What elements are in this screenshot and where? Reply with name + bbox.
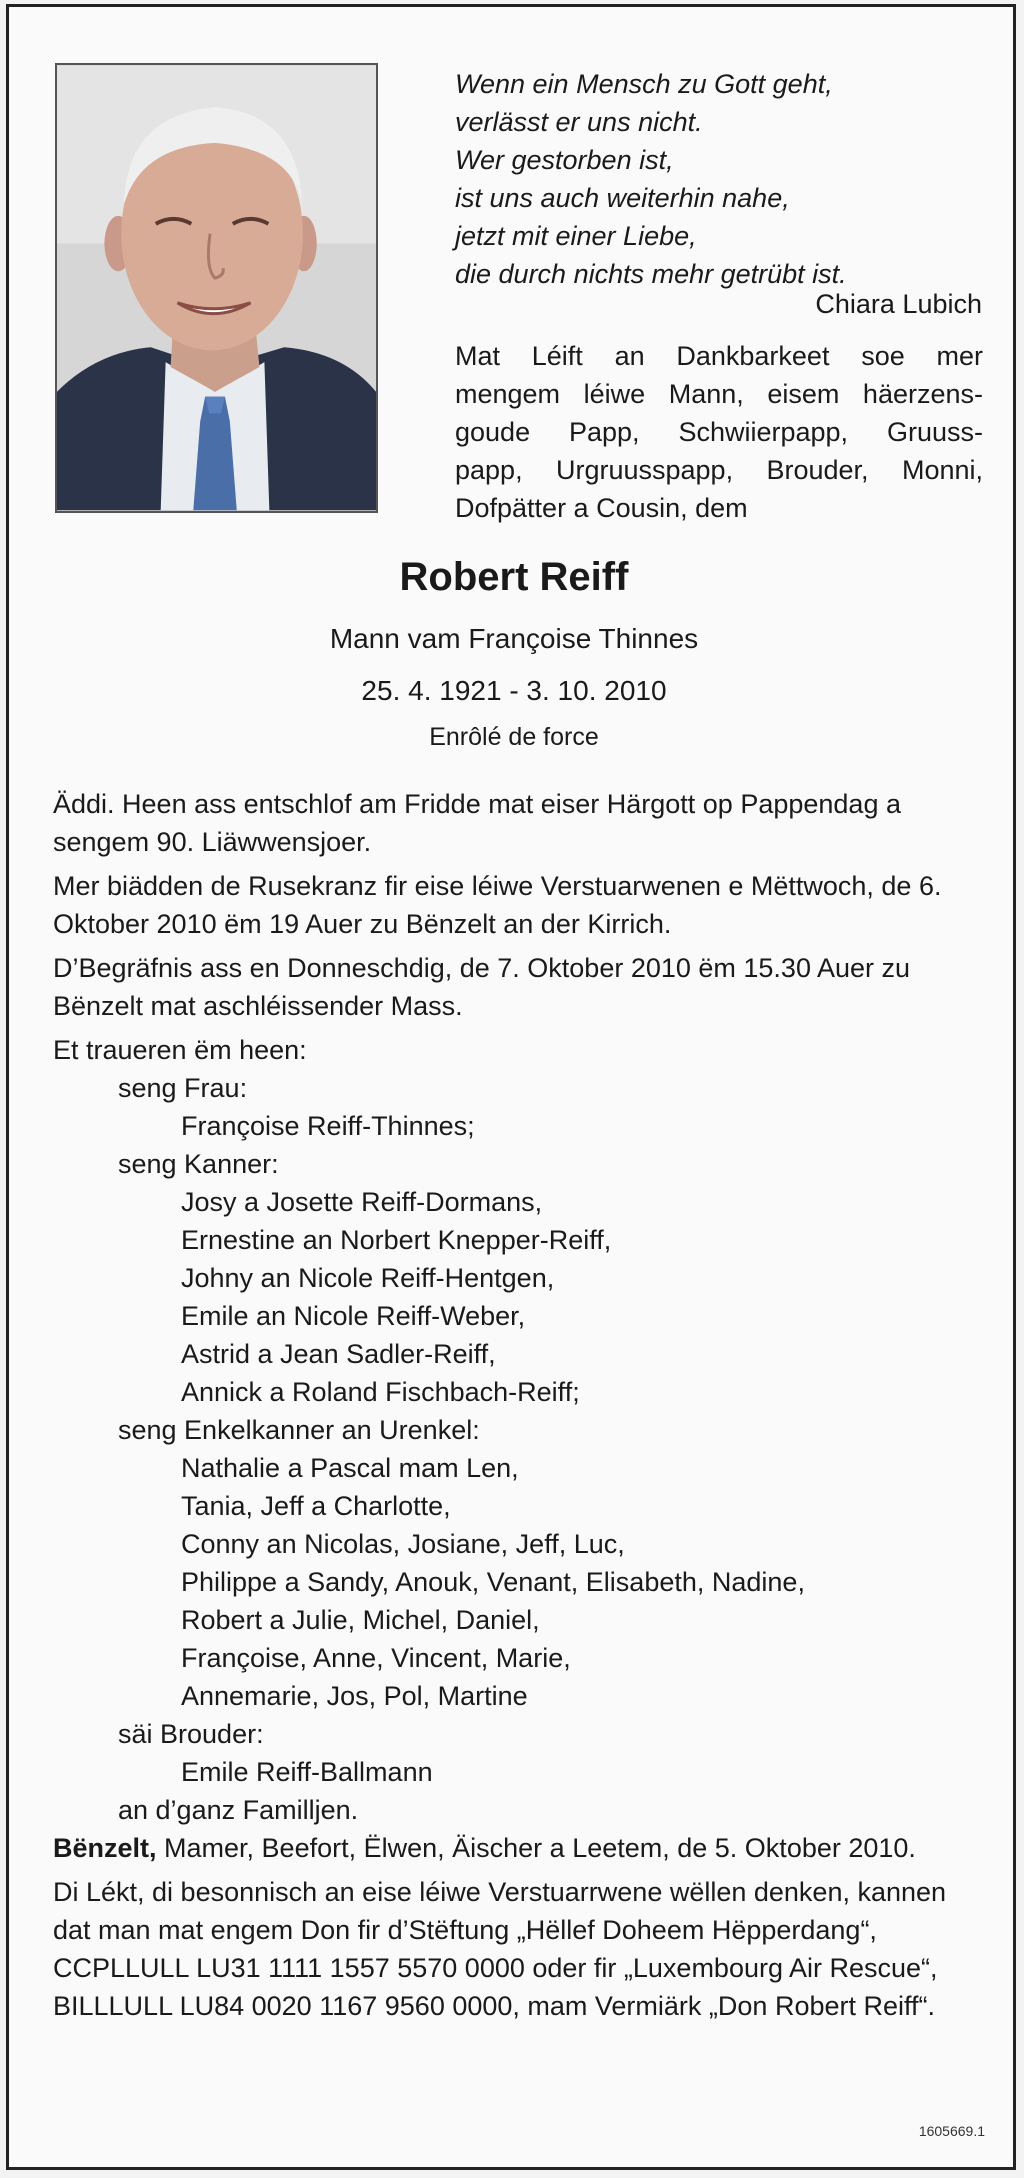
mourner-name: Nathalie a Pascal mam Len, (181, 1453, 519, 1483)
intro-line: Dofpätter a Cousin, dem (455, 493, 748, 523)
mourner-name: Josy a Josette Reiff-Dormans, (181, 1187, 543, 1217)
mourner-name: Annemarie, Jos, Pol, Martine (181, 1681, 528, 1711)
poem-line: die durch nichts mehr getrübt ist. (455, 259, 847, 289)
mourners-closing: an d’ganz Familljen. (118, 1795, 359, 1825)
mourner-name: Robert a Julie, Michel, Daniel, (181, 1605, 540, 1635)
mourner-name: Astrid a Jean Sadler-Reiff, (181, 1339, 496, 1369)
deceased-name: Robert Reiff (399, 555, 629, 599)
poem-line: jetzt mit einer Liebe, (455, 221, 697, 251)
mourner-role: säi Brouder: (118, 1719, 264, 1749)
mourner-name: Françoise, Anne, Vincent, Marie, (181, 1643, 571, 1673)
intro-line: Mat Léift an Dankbarkeet soe mer (455, 341, 983, 371)
poem-line: Wer gestorben ist, (455, 145, 674, 175)
mourner-name: Françoise Reiff-Thinnes; (181, 1111, 475, 1141)
spouse-line: Mann vam Françoise Thinnes (329, 623, 699, 654)
obituary-notice (6, 4, 1016, 2170)
status-note: Enrôlé de force (429, 723, 599, 751)
intro-line: goude Papp, Schwiierpapp, Gruuss- (455, 417, 983, 447)
poem-line: verlässt er uns nicht. (455, 107, 703, 137)
mourner-role: seng Enkelkanner an Urenkel: (118, 1415, 480, 1445)
mourner-name: Conny an Nicolas, Josiane, Jeff, Luc, (181, 1529, 625, 1559)
place-date-line (53, 1829, 983, 1867)
mourner-name: Emile Reiff-Ballmann (181, 1757, 433, 1787)
mourner-name: Philippe a Sandy, Anouk, Venant, Elisabeth, Nadine, (181, 1567, 805, 1597)
paragraph: D’Begräfnis ass en Donneschdig, de 7. Oktober 2010 ëm 15.30 Auer zu Bënzelt mat aschléissender Mass. (53, 953, 911, 1021)
poem-line: Wenn ein Mensch zu Gott geht, (455, 69, 833, 99)
paragraph: Mer biädden de Rusekranz fir eise léiwe Verstuarwenen e Mëttwoch, de 6. Oktober 2010 ëm 19 Auer zu Bënzelt an der Kirrich. (53, 871, 942, 939)
paragraph: Äddi. Heen ass entschlof am Fridde mat eiser Härgott op Pappendag a sengem 90. Liäwwensjoer. (53, 789, 901, 857)
mourner-name: Emile an Nicole Reiff-Weber, (181, 1301, 526, 1331)
place-rest: Mamer, Beefort, Ëlwen, Äischer a Leetem, de 5. Oktober 2010. (156, 1833, 916, 1863)
mourners-intro: Et traueren ëm heen: (53, 1035, 307, 1065)
intro-line: papp, Urgruusspapp, Brouder, Monni, (455, 455, 983, 485)
mourner-name: Tania, Jeff a Charlotte, (181, 1491, 451, 1521)
mourner-role: seng Kanner: (118, 1149, 279, 1179)
intro-text (455, 337, 983, 527)
donation-text: Di Lékt, di besonnisch an eise léiwe Verstuarrwene wëllen denken, kannen dat man mat engem Don fir d’Stëftung „Hëllef Doheem Hëpperdang“, CCPLLULL LU31 1111 1557 5570 0000 oder fir „Luxembourg Air Rescue“, BILLLULL LU84 0020 1167 9560 0000, mam Vermiärk „Don Robert Reiff“. (53, 1877, 947, 2021)
reference-code: 1605669.1 (918, 2123, 985, 2139)
memorial-poem (455, 65, 985, 293)
mourner-name: Johny an Nicole Reiff-Hentgen, (181, 1263, 555, 1293)
life-dates: 25. 4. 1921 - 3. 10. 2010 (361, 675, 667, 706)
portrait-photo-image (57, 65, 376, 511)
mourner-name: Annick a Roland Fischbach-Reiff; (181, 1377, 580, 1407)
place-bold: Bënzelt, (53, 1833, 157, 1863)
poem-author: Chiara Lubich (815, 289, 982, 319)
mourner-name: Ernestine an Norbert Knepper-Reiff, (181, 1225, 612, 1255)
portrait-photo (55, 63, 378, 513)
mourner-role: seng Frau: (118, 1073, 248, 1103)
intro-line: mengem léiwe Mann, eisem häerzens- (455, 379, 983, 409)
notice-body (53, 785, 983, 2031)
mourners-list (53, 1031, 983, 1829)
poem-line: ist uns auch weiterhin nahe, (455, 183, 790, 213)
